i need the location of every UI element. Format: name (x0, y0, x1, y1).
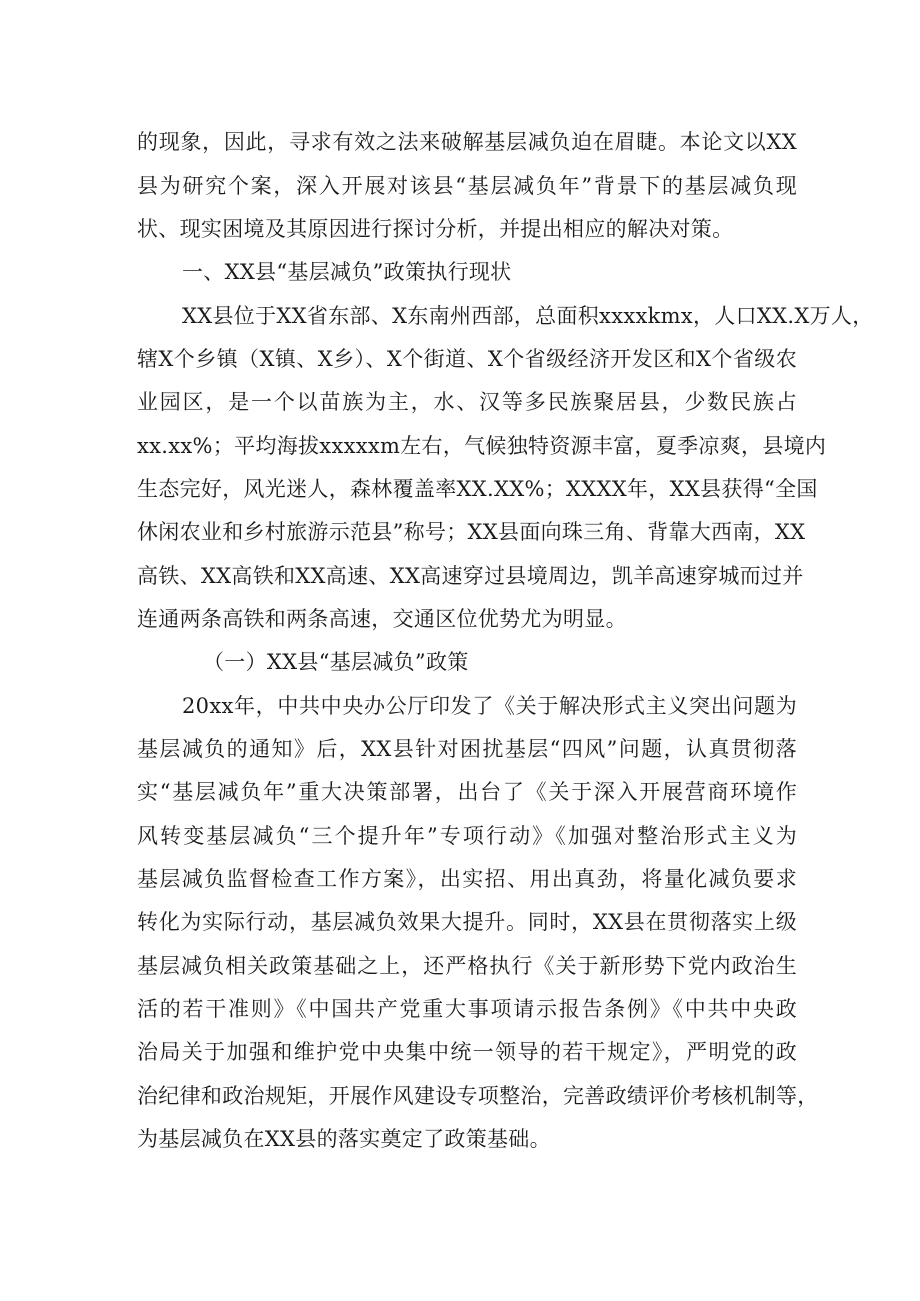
body-text-line: 20xx年，中共中央办公厅印发了《关于解决形式主义突出问题为 (182, 694, 797, 718)
section-heading: 一、XX县“基层减负”政策执行现状 (182, 260, 512, 284)
body-text-line: 为基层减负在XX县的落实奠定了政策基础。 (137, 1127, 551, 1151)
body-text-line: 治局关于加强和维护党中央集中统一领导的若干规定》，严明党的政 (137, 1040, 797, 1064)
body-text-line: 辖X个乡镇（X镇、X乡）、X个街道、X个省级经济开发区和X个省级农 (137, 347, 797, 371)
body-text-line: 活的若干准则》《中国共产党重大事项请示报告条例》《中共中央政 (137, 997, 797, 1021)
body-text-line: 业园区，是一个以苗族为主，水、汉等多民族聚居县，少数民族占 (137, 390, 797, 414)
body-text-line: 基层减负相关政策基础之上，还严格执行《关于新形势下党内政治生 (137, 954, 797, 978)
body-text-line: 连通两条高铁和两条高速，交通区位优势尤为明显。 (137, 607, 627, 631)
body-text-line: 转化为实际行动，基层减负效果大提升。同时，XX县在贯彻落实上级 (137, 910, 797, 934)
body-text-line: 治纪律和政治规矩，开展作风建设专项整治，完善政绩评价考核机制等， (137, 1084, 819, 1108)
body-text-line: 风转变基层减负“三个提升年”专项行动》《加强对整治形式主义为 (137, 824, 797, 848)
body-text-line: 状、现实困境及其原因进行探讨分析，并提出相应的解决对策。 (137, 217, 734, 241)
body-text-line: 基层减负监督检查工作方案》，出实招、用出真劲，将量化减负要求 (137, 867, 797, 891)
body-text-line: 高铁、XX高铁和XX高速、XX高速穿过县境周边，凯羊高速穿城而过并 (137, 564, 804, 588)
body-text-line: 基层减负的通知》后，XX县针对困扰基层“四风”问题，认真贯彻落 (137, 737, 797, 761)
body-text-line: 县为研究个案，深入开展对该县“基层减负年”背景下的基层减负现 (137, 174, 797, 198)
body-text-line: 的现象，因此，寻求有效之法来破解基层减负迫在眉睫。本论文以XX (137, 130, 797, 154)
body-text-line: 生态完好，风光迷人，森林覆盖率XX.XX%；XXXX年，XX县获得“全国 (137, 477, 818, 501)
body-text-line: 实“基层减负年”重大决策部署，出台了《关于深入开展营商环境作 (137, 780, 797, 804)
body-text-line: XX县位于XX省东部、X东南州西部，总面积xxxxkmx，人口XX.X万人， (182, 304, 874, 328)
body-text-line: 休闲农业和乡村旅游示范县”称号；XX县面向珠三角、背靠大西南，XX (137, 520, 806, 544)
body-text-line: xx.xx%；平均海拔xxxxxm左右，气候独特资源丰富，夏季凉爽，县境内 (137, 434, 827, 458)
subsection-heading: （一）XX县“基层减负”政策 (203, 650, 469, 674)
